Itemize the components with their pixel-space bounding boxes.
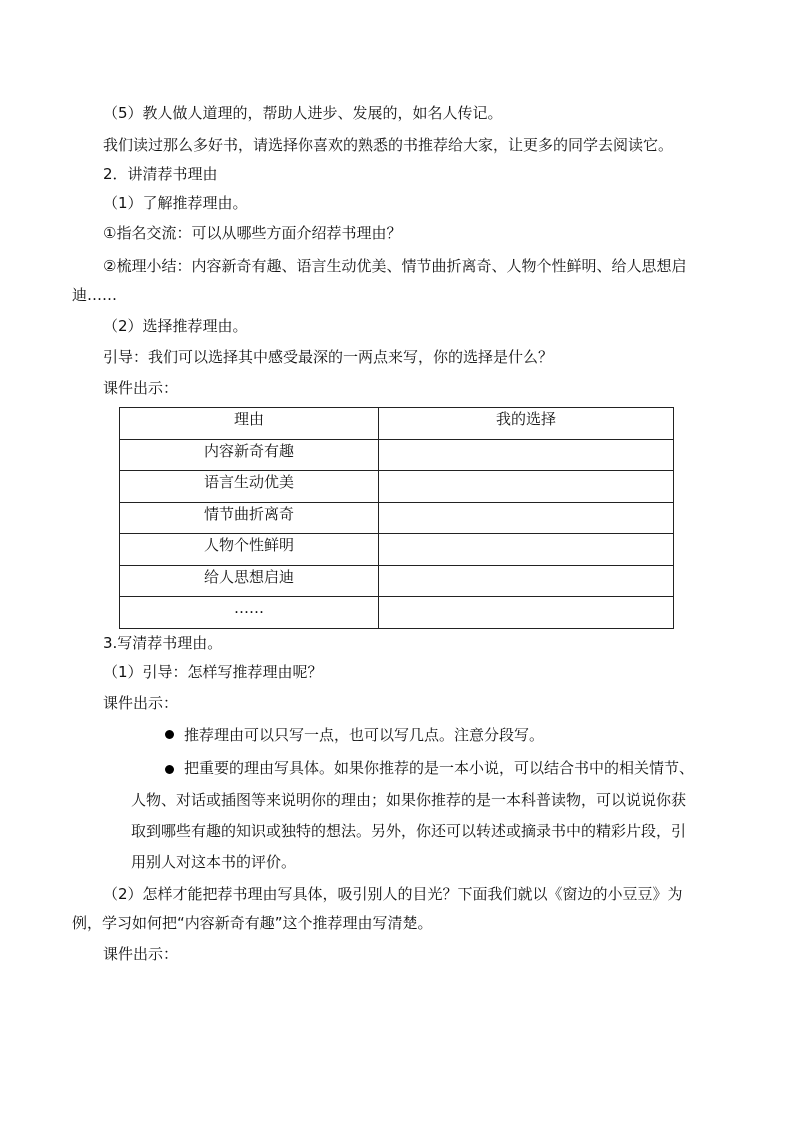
table-cell (379, 439, 674, 471)
table-cell (379, 565, 674, 597)
paragraph-line: 迪…… (72, 286, 118, 304)
bullet-item: 把重要的理由写具体。如果你推荐的是一本小说，可以结合书中的相关情节、 (184, 759, 695, 777)
table-row (120, 597, 674, 629)
paragraph-line: 例，学习如何把“内容新奇有趣”这个推荐理由写清楚。 (72, 914, 433, 932)
paragraph-line: 课件出示： (103, 945, 179, 963)
table-header-cell: 我的选择 (379, 408, 674, 440)
table-cell (379, 502, 674, 534)
table-cell (379, 534, 674, 566)
table-header-cell: 理由 (120, 408, 379, 440)
bullet-item-continued: 用别人对这本书的评价。 (131, 853, 297, 871)
reasons-table (119, 407, 674, 629)
table-row (120, 502, 674, 534)
table-cell: 内容新奇有趣 (120, 439, 379, 471)
table-header-row (120, 408, 674, 440)
table-row (120, 471, 674, 503)
table-row (120, 565, 674, 597)
bullet-icon (165, 730, 174, 739)
section-heading: 2．讲清荐书理由 (103, 165, 218, 183)
bullet-icon (165, 765, 174, 774)
paragraph-line: （2）怎样才能把荐书理由写具体，吸引别人的目光？下面我们就以《窗边的小豆豆》为 (103, 885, 683, 903)
paragraph-line: ①指名交流：可以从哪些方面介绍荐书理由？ (103, 224, 402, 242)
table-cell (379, 471, 674, 503)
paragraph-line: （2）选择推荐理由。 (103, 317, 248, 335)
paragraph-line: （5）教人做人道理的，帮助人进步、发展的，如名人传记。 (103, 104, 503, 122)
table-row (120, 439, 674, 471)
table-cell (379, 597, 674, 629)
paragraph-line: （1）引导：怎样写推荐理由呢？ (103, 663, 323, 681)
paragraph-line: 引导：我们可以选择其中感受最深的一两点来写，你的选择是什么？ (103, 348, 554, 366)
table-cell: …… (120, 597, 379, 629)
bullet-item-continued: 人物、对话或插图等来说明你的理由；如果你推荐的是一本科普读物，可以说说你获 (131, 791, 687, 809)
table-cell: 情节曲折离奇 (120, 502, 379, 534)
paragraph-line: 课件出示： (103, 694, 179, 712)
paragraph-line: （1）了解推荐理由。 (103, 194, 248, 212)
paragraph-line: ②梳理小结：内容新奇有趣、语言生动优美、情节曲折离奇、人物个性鲜明、给人思想启 (103, 257, 687, 275)
section-heading: 3.写清荐书理由。 (103, 634, 223, 652)
paragraph-line: 我们读过那么多好书，请选择你喜欢的熟悉的书推荐给大家，让更多的同学去阅读它。 (103, 136, 674, 154)
bullet-item-continued: 取到哪些有趣的知识或独特的想法。另外，你还可以转述或摘录书中的精彩片段，引 (131, 822, 687, 840)
table-cell: 语言生动优美 (120, 471, 379, 503)
table-cell: 给人思想启迪 (120, 565, 379, 597)
table-cell: 人物个性鲜明 (120, 534, 379, 566)
table-row (120, 534, 674, 566)
bullet-item: 推荐理由可以只写一点，也可以写几点。注意分段写。 (184, 726, 545, 744)
paragraph-line: 课件出示： (103, 379, 179, 397)
